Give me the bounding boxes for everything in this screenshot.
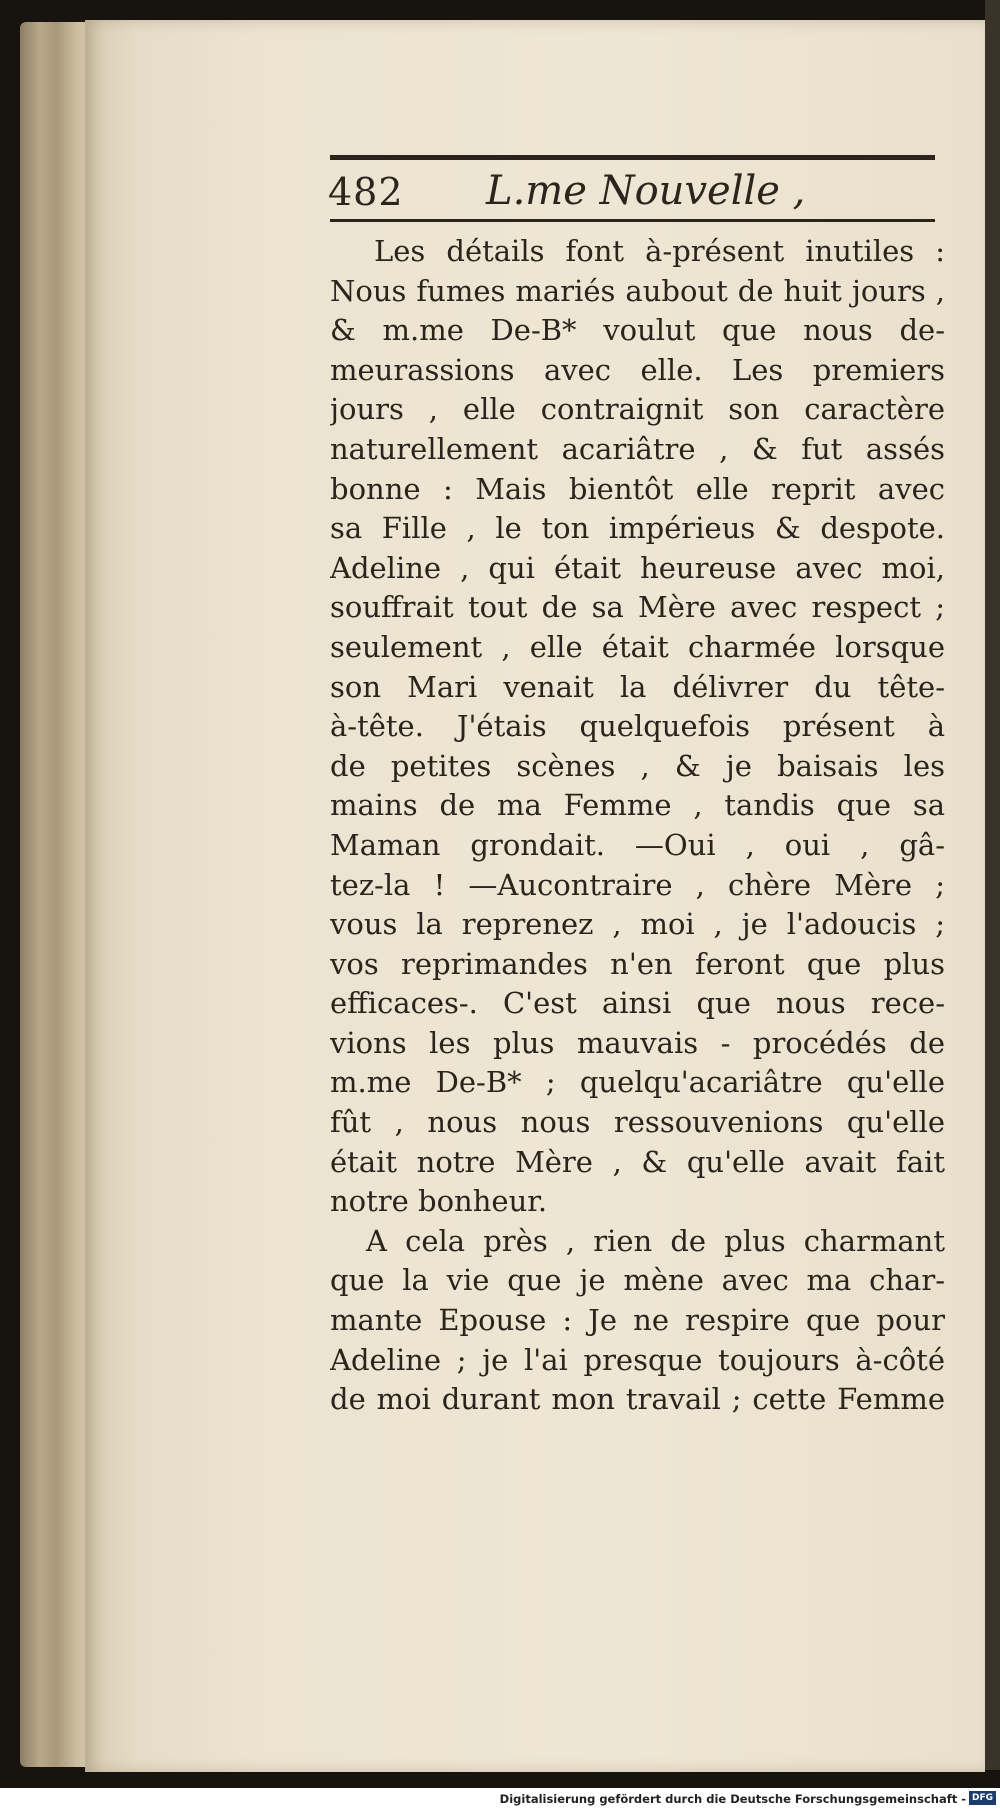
text-line: à-tête. J'étais quelquefois présent à xyxy=(330,709,945,744)
text-line: tez-la ! —Aucontraire , chère Mère ; xyxy=(330,867,945,902)
text-line: A cela près , rien de plus charmant xyxy=(366,1223,945,1258)
header-rule-bottom xyxy=(330,219,935,222)
dfg-logo: DFG xyxy=(969,1791,996,1805)
text-line: sa Fille , le ton impérieus & despote. xyxy=(330,511,945,546)
text-line: Adeline , qui était heureuse avec moi, xyxy=(330,550,945,585)
funding-credit: Digitalisierung gefördert durch die Deutsche Forschungsgemeinschaft - xyxy=(499,1792,966,1806)
page-right-edge xyxy=(985,0,1000,1770)
text-line: notre bonheur. xyxy=(330,1184,548,1219)
text-line: son Mari venait la délivrer du tête- xyxy=(330,669,945,704)
text-line: jours , elle contraignit son caractère xyxy=(330,392,945,427)
page-header xyxy=(328,170,948,220)
text-line: meurassions avec elle. Les premiers xyxy=(330,352,945,387)
text-line: Maman grondait. —Oui , oui , gâ- xyxy=(330,827,945,862)
text-line: de moi durant mon travail ; cette Femme xyxy=(330,1382,945,1417)
text-line: de petites scènes , & je baisais les xyxy=(330,748,945,783)
running-head: L.me Nouvelle , xyxy=(486,168,806,214)
text-line: mante Epouse : Je ne respire que pour xyxy=(330,1303,945,1338)
text-line: fût , nous nous ressouvenions qu'elle xyxy=(330,1105,945,1140)
text-line: m.me De-B* ; quelqu'acariâtre qu'elle xyxy=(330,1065,945,1100)
text-line: souffrait tout de sa Mère avec respect ; xyxy=(330,590,945,625)
text-line: efficaces-. C'est ainsi que nous rece- xyxy=(330,986,945,1021)
text-line: Nous fumes mariés aubout de huit jours , xyxy=(330,273,945,308)
text-line: naturellement acariâtre , & fut assés xyxy=(330,431,945,466)
text-line: & m.me De-B* voulut que nous de- xyxy=(330,313,945,348)
text-line: seulement , elle était charmée lorsque xyxy=(330,629,945,664)
text-line: vions les plus mauvais - procédés de xyxy=(330,1025,945,1060)
text-line: mains de ma Femme , tandis que sa xyxy=(330,788,945,823)
text-line: bonne : Mais bientôt elle reprit avec xyxy=(330,471,945,506)
body-text xyxy=(330,232,945,1420)
text-line: que la vie que je mène avec ma char- xyxy=(330,1263,945,1298)
text-line: vous la reprenez , moi , je l'adoucis ; xyxy=(330,907,945,942)
text-line: Les détails font à-présent inutiles : xyxy=(374,234,945,268)
text-line: vos reprimandes n'en feront que plus xyxy=(330,946,945,981)
text-line: Adeline ; je l'ai presque toujours à-côté xyxy=(330,1342,945,1377)
header-rule-top xyxy=(330,155,935,160)
page-number: 482 xyxy=(328,170,404,214)
text-line: était notre Mère , & qu'elle avait fait xyxy=(330,1144,945,1179)
